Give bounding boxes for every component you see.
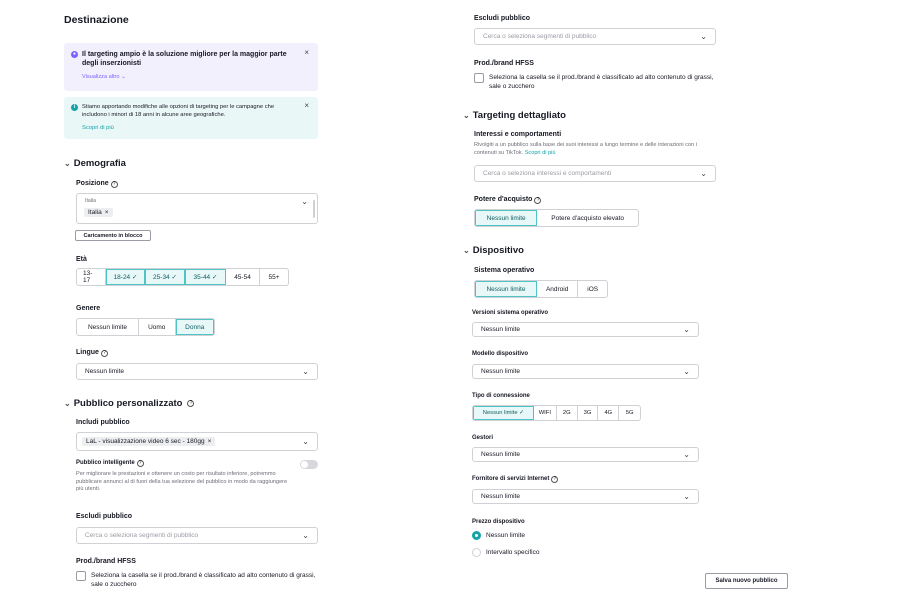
carriers-select[interactable] [472, 447, 699, 462]
help-icon[interactable]: ? [551, 476, 558, 483]
help-icon[interactable]: ? [101, 350, 108, 357]
hfss-text: Seleziona la casella se il prod./brand è classificato ad alto contenuto di grassi, sale o zucchero [91, 572, 316, 588]
select-placeholder: Cerca o seleziona interessi e comportamenti [483, 170, 612, 177]
age-option-35-44[interactable]: 35-44 ✓ [185, 269, 226, 285]
chevron-down-icon: ⌄ [683, 325, 690, 334]
price-option-intervallo[interactable] [472, 548, 539, 557]
chevron-down-icon: ⌄ [463, 246, 470, 255]
radio-checked[interactable] [472, 531, 481, 540]
hfss-text: Seleziona la casella se il prod./brand è classificato ad alto contenuto di grassi, sale o zucchero [489, 74, 714, 90]
languages-select[interactable] [76, 363, 318, 380]
interessi-label: Interessi e comportamenti [474, 131, 562, 138]
select-value: Nessun limite [481, 368, 521, 375]
select-placeholder: Cerca o seleziona segmenti di pubblico [483, 33, 597, 40]
eta-label: Età [76, 256, 87, 263]
os-option-ios[interactable]: iOS [587, 285, 599, 293]
info-icon: i [71, 104, 78, 111]
include-audience-select[interactable] [76, 432, 318, 451]
purchasing-option-elevato[interactable]: Potere d'acquisto elevato [551, 214, 625, 222]
purchasing-power-segmented [474, 209, 639, 227]
pubblico-intelligente-label: Pubblico intelligente ? [76, 460, 144, 467]
versioni-label: Versioni sistema operativo [472, 310, 549, 316]
lingue-label: Lingue ? [76, 349, 108, 357]
isp-select[interactable] [472, 489, 699, 504]
smart-audience-toggle[interactable] [300, 460, 318, 469]
price-option-nessun-limite[interactable] [472, 531, 525, 540]
close-icon[interactable]: × [304, 48, 309, 57]
remove-icon[interactable]: × [104, 209, 109, 216]
info-banner-minors [64, 97, 318, 139]
chevron-down-icon: ⌄ [64, 159, 71, 168]
os-label: Sistema operativo [474, 267, 535, 274]
hfss-checkbox[interactable] [76, 571, 86, 581]
help-icon[interactable]: ? [137, 460, 144, 467]
prezzo-label: Prezzo dispositivo [472, 519, 525, 525]
section-targeting-dettagliato[interactable] [463, 110, 566, 121]
help-icon[interactable]: ? [187, 400, 194, 407]
age-option-55-plus[interactable]: 55+ [268, 273, 280, 281]
gestori-label: Gestori [472, 435, 494, 441]
save-audience-button[interactable]: Salva nuovo pubblico [705, 573, 788, 589]
banner-text: Stiamo apportando modifiche alle opzioni di targeting per le campagne che includono i minori di 18 anni in alcune aree geografiche. [82, 104, 275, 118]
section-title: Dispositivo [472, 245, 524, 256]
connessione-label: Tipo di connessione [472, 393, 530, 399]
age-option-25-34[interactable]: 25-34 ✓ [145, 269, 185, 285]
select-value: Nessun limite [85, 368, 125, 375]
modello-label: Modello dispositivo [472, 351, 529, 357]
gender-option-uomo[interactable]: Uomo [139, 319, 176, 335]
exclude-audience-select[interactable] [474, 28, 716, 45]
os-versions-select[interactable] [472, 322, 699, 337]
connection-option-2g[interactable]: 2G [557, 406, 578, 420]
age-option-13-17[interactable]: 13-17 [77, 269, 106, 285]
chevron-down-icon[interactable]: ⌄ [301, 197, 308, 206]
radio-label: Nessun limite [486, 532, 526, 539]
exclude-audience-select[interactable] [76, 527, 318, 544]
hfss-checkbox[interactable] [474, 73, 484, 83]
connection-option-5g[interactable]: 5G [625, 410, 634, 416]
section-dispositivo[interactable] [463, 245, 524, 256]
select-placeholder: Cerca o seleziona segmenti di pubblico [85, 532, 199, 539]
escludi-label: Escludi pubblico [76, 513, 133, 520]
radio-label: Intervallo specifico [486, 549, 540, 556]
genere-label: Genere [76, 305, 101, 312]
age-segmented [76, 268, 289, 286]
section-title: Demografia [73, 158, 126, 169]
bulk-upload-button[interactable]: Caricamento in blocco [75, 230, 151, 241]
isp-label: Fornitore di servizi Internet ? [472, 476, 558, 483]
os-segmented [474, 280, 608, 298]
chevron-down-icon: ⌄ [700, 32, 707, 41]
location-input[interactable] [76, 193, 318, 224]
section-demografia[interactable] [64, 158, 126, 169]
chevron-down-icon: ⌄ [302, 367, 309, 376]
interests-select[interactable] [474, 165, 716, 182]
connection-option-wifi[interactable]: WIFI [534, 406, 557, 420]
age-option-45-54[interactable]: 45-54 [226, 269, 260, 285]
location-chip: Italia × [84, 208, 113, 217]
section-pubblico-personalizzato[interactable] [64, 398, 194, 409]
chevron-down-icon: ⌄ [683, 450, 690, 459]
chevron-down-icon: ⌄ [463, 111, 470, 120]
chevron-down-icon: ⌄ [64, 399, 71, 408]
device-model-select[interactable] [472, 364, 699, 379]
chevron-down-icon: ⌄ [683, 492, 690, 501]
audience-chip: LaL - visualizzazione video 6 sec - 180gg × [82, 437, 215, 446]
connection-option-4g[interactable]: 4G [598, 406, 619, 420]
pubblico-intelligente-desc: Per migliorare le prestazioni e ottenere un costo per risultato inferiore, potremmo pubblicare annunci al di fuori della tua selezione del pubblico in modo da raggiungere più utenti. [76, 471, 288, 492]
banner-text: Il targeting ampio è la soluzione migliore per la maggior parte degli inserzionisti [82, 51, 287, 67]
close-icon[interactable]: × [304, 101, 309, 110]
includi-label: Includi pubblico [76, 419, 130, 426]
os-option-android[interactable]: Android [537, 281, 578, 297]
select-value: Nessun limite [481, 451, 521, 458]
location-field-label: Italia [85, 198, 96, 204]
bulb-icon: ● [72, 51, 77, 57]
learn-more-link[interactable]: Scopri di più [82, 125, 114, 131]
help-icon[interactable]: ? [111, 181, 118, 188]
connection-segmented [472, 405, 641, 421]
potere-label: Potere d'acquisto ? [474, 196, 541, 204]
hfss-label: Prod./brand HFSS [76, 558, 136, 565]
gender-option-donna[interactable]: Donna [176, 319, 215, 335]
os-option-nessun-limite[interactable]: Nessun limite [475, 281, 537, 297]
section-title: Targeting dettagliato [472, 110, 566, 121]
interessi-desc: Rivolgiti a un pubblico sulla base dei suoi interessi a lungo termine e delle interazioni con i contenuti su TikTok. Scopri di più [474, 142, 697, 156]
view-more-link[interactable]: Visualizza altro ⌄ [82, 74, 126, 80]
connection-option-nessun-limite[interactable]: Nessun limite ✓ [473, 406, 534, 420]
help-icon[interactable]: ? [534, 197, 541, 204]
info-banner-broad-targeting [64, 43, 318, 91]
chevron-down-icon: ⌄ [121, 74, 126, 80]
chevron-down-icon: ⌄ [302, 437, 309, 446]
purchasing-option-nessun-limite[interactable]: Nessun limite [475, 210, 537, 226]
remove-icon[interactable]: × [207, 438, 212, 445]
gender-option-nessun-limite[interactable]: Nessun limite [77, 319, 139, 335]
select-value: Nessun limite [481, 326, 521, 333]
posizione-label: Posizione ? [76, 180, 118, 188]
scrollbar[interactable] [313, 200, 315, 218]
gender-segmented [76, 318, 215, 336]
section-title-destinazione: Destinazione [64, 14, 129, 26]
chevron-down-icon: ⌄ [700, 169, 707, 178]
chevron-down-icon: ⌄ [302, 531, 309, 540]
hfss-label: Prod./brand HFSS [474, 60, 534, 67]
connection-option-3g[interactable]: 3G [578, 406, 599, 420]
chevron-down-icon: ⌄ [683, 367, 690, 376]
section-title: Pubblico personalizzato [73, 398, 183, 409]
select-value: Nessun limite [481, 493, 521, 500]
escludi-label: Escludi pubblico [474, 15, 531, 22]
radio-unchecked[interactable] [472, 548, 481, 557]
learn-more-link[interactable]: Scopri di più [524, 149, 556, 156]
age-option-18-24[interactable]: 18-24 ✓ [106, 269, 145, 285]
